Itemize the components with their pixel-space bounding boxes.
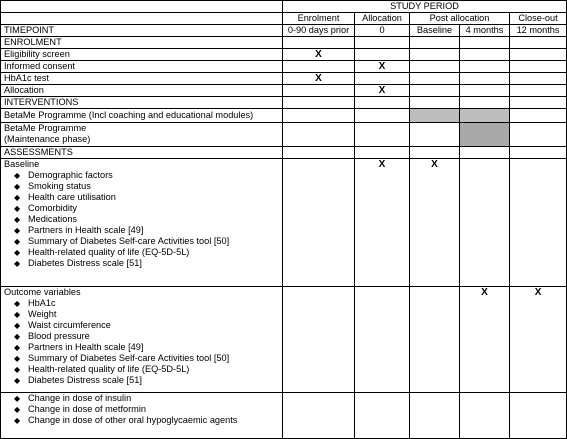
table-row — [1, 73, 567, 85]
row-label: Allocation — [1, 85, 283, 97]
mark: X — [410, 159, 460, 287]
section-enrolment: ENROLMENT — [1, 37, 283, 49]
bullet-icon: ◆ — [14, 193, 21, 202]
list-item: ◆ Smoking status — [14, 181, 91, 191]
outcomes-list — [4, 298, 279, 386]
table-row — [1, 123, 567, 147]
row-label: Eligibility screen — [1, 49, 283, 61]
list-item: ◆ Waist circumference — [14, 320, 111, 330]
bullet-icon: ◆ — [14, 343, 21, 352]
list-item: ◆ Medications — [14, 214, 78, 224]
mark: X — [510, 287, 567, 393]
column-enrolment: Enrolment — [283, 13, 355, 25]
bullet-icon: ◆ — [14, 226, 21, 235]
section-interventions: INTERVENTIONS — [1, 97, 283, 109]
list-item: ◆ Change in dose of other oral hypoglycaemic agents — [14, 415, 238, 425]
list-item: ◆ HbA1c — [14, 298, 56, 308]
bullet-icon: ◆ — [14, 182, 21, 191]
list-item: ◆ Partners in Health scale [49] — [14, 342, 144, 352]
baseline-cell — [1, 159, 283, 287]
maintenance-line-1: BetaMe Programme — [4, 123, 87, 133]
bullet-icon: ◆ — [14, 215, 21, 224]
table-row — [1, 61, 567, 73]
list-item: ◆ Comorbidity — [14, 203, 78, 213]
study-period-header: STUDY PERIOD — [283, 1, 567, 13]
list-item: ◆ Summary of Diabetes Self-care Activities tool [50] — [14, 353, 230, 363]
bullet-icon: ◆ — [14, 237, 21, 246]
bullet-icon: ◆ — [14, 171, 21, 180]
list-item: ◆ Partners in Health scale [49] — [14, 225, 144, 235]
bullet-icon: ◆ — [14, 310, 21, 319]
bullet-icon: ◆ — [14, 299, 21, 308]
timepoint-baseline: Baseline — [410, 25, 460, 37]
row-label — [1, 123, 283, 147]
baseline-title: Baseline — [4, 159, 40, 169]
list-item: ◆ Diabetes Distress scale [51] — [14, 375, 142, 385]
programme-shade — [410, 109, 460, 123]
table-row — [1, 287, 567, 393]
bullet-icon: ◆ — [14, 321, 21, 330]
mark: X — [283, 49, 355, 61]
timepoint-label: TIMEPOINT — [1, 25, 283, 37]
bullet-icon: ◆ — [14, 365, 21, 374]
list-item: ◆ Health care utilisation — [14, 192, 116, 202]
list-item: ◆ Weight — [14, 309, 57, 319]
outcomes-title: Outcome variables — [4, 287, 81, 297]
bullet-icon: ◆ — [14, 204, 21, 213]
table-row — [1, 49, 567, 61]
column-allocation: Allocation — [355, 13, 410, 25]
list-item: ◆ Change in dose of metformin — [14, 404, 146, 414]
table-row — [1, 393, 567, 439]
baseline-list — [4, 170, 279, 269]
bullet-icon: ◆ — [14, 394, 21, 403]
list-item: ◆ Blood pressure — [14, 331, 90, 341]
programme-shade — [460, 109, 510, 123]
list-item: ◆ Health-related quality of life (EQ-5D-5L) — [14, 364, 190, 374]
list-item: ◆ Change in dose of insulin — [14, 393, 132, 403]
timepoint-0: 0 — [355, 25, 410, 37]
bullet-icon: ◆ — [14, 354, 21, 363]
timepoint-0-90-days: 0-90 days prior — [283, 25, 355, 37]
list-item: ◆ Demographic factors — [14, 170, 113, 180]
bullet-icon: ◆ — [14, 332, 21, 341]
header-blank-2 — [1, 13, 283, 25]
mark: X — [460, 287, 510, 393]
medication-changes-cell — [1, 393, 283, 439]
bullet-icon: ◆ — [14, 248, 21, 257]
row-label: HbA1c test — [1, 73, 283, 85]
section-assessments: ASSESSMENTS — [1, 147, 283, 159]
column-post-allocation: Post allocation — [410, 13, 510, 25]
table-row — [1, 109, 567, 123]
mark: X — [283, 73, 355, 85]
row-label: BetaMe Programme (Incl coaching and educational modules) — [1, 109, 283, 123]
medication-changes-list — [4, 393, 279, 426]
list-item: ◆ Summary of Diabetes Self-care Activities tool [50] — [14, 236, 230, 246]
bullet-icon: ◆ — [14, 416, 21, 425]
mark: X — [355, 159, 410, 287]
outcomes-cell — [1, 287, 283, 393]
timepoint-4-months: 4 months — [460, 25, 510, 37]
maintenance-shade — [460, 123, 510, 147]
mark: X — [355, 61, 410, 73]
table-row — [1, 85, 567, 97]
list-item: ◆ Health-related quality of life (EQ-5D-5L) — [14, 247, 190, 257]
timepoint-12-months: 12 months — [510, 25, 567, 37]
bullet-icon: ◆ — [14, 376, 21, 385]
mark: X — [355, 85, 410, 97]
maintenance-line-2: (Maintenance phase) — [4, 134, 91, 144]
column-close-out: Close-out — [510, 13, 567, 25]
bullet-icon: ◆ — [14, 405, 21, 414]
bullet-icon: ◆ — [14, 259, 21, 268]
row-label: Informed consent — [1, 61, 283, 73]
table-row — [1, 159, 567, 287]
header-blank — [1, 1, 283, 13]
list-item: ◆ Diabetes Distress scale [51] — [14, 258, 142, 268]
